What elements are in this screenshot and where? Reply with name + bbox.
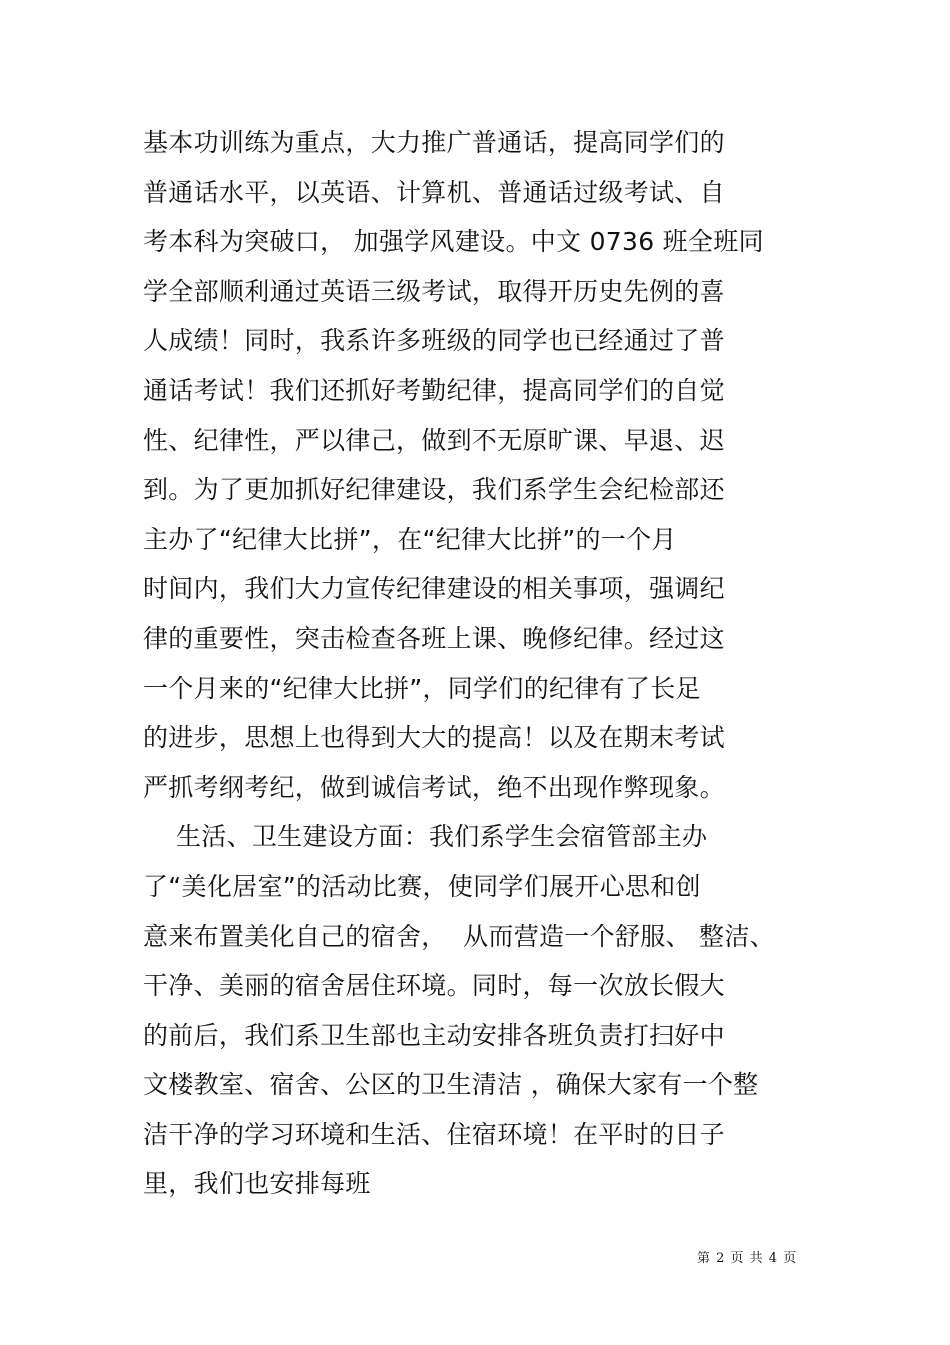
text-line: 干净、美丽的宿舍居住环境。同时，每一次放长假大 [143,971,725,1001]
text-line: 主办了“纪律大比拼”，在“纪律大比拼”的一个月 [143,524,677,554]
text-line: 性、纪律性，严以律己，做到不无原旷课、早退、迟 [143,425,725,455]
text-line: 到。为了更加抓好纪律建设，我们系学生会纪检部还 [143,475,725,505]
text-line: 严抓考纲考纪，做到诚信考试，绝不出现作弊现象。 [143,772,725,802]
text-line: 通话考试！我们还抓好考勤纪律，提高同学们的自觉 [143,375,725,405]
text-line: 一个月来的“纪律大比拼”，同学们的纪律有了长足 [143,673,701,703]
text-line: 律的重要性，突击检查各班上课、晚修纪律。经过这 [143,623,725,653]
text-line: 生活、卫生建设方面：我们系学生会宿管部主办 [143,822,708,852]
body-text [143,118,823,1209]
text-line: 文楼教室、宿舍、公区的卫生清洁 ，确保大家有一个整 [143,1070,759,1100]
text-line: 考本科为突破口， 加强学风建设。中文 0736 班全班同 [143,227,764,257]
text-line: 人成绩！同时，我系许多班级的同学也已经通过了普 [143,326,725,356]
text-line: 的进步，思想上也得到大大的提高！以及在期末考试 [143,723,725,753]
text-line: 里，我们也安排每班 [143,1169,371,1199]
page-number-footer: 第 2 页 共 4 页 [697,1251,798,1266]
text-line: 普通话水平，以英语、计算机、普通话过级考试、自 [143,177,725,207]
text-line: 的前后，我们系卫生部也主动安排各班负责打扫好中 [143,1020,725,1050]
text-line: 洁干净的学习环境和生活、住宿环境！在平时的日子 [143,1119,725,1149]
text-line: 意来布置美化自己的宿舍， 从而营造一个舒服、 整洁、 [143,921,775,951]
text-line: 学全部顺利通过英语三级考试，取得开历史先例的喜 [143,276,725,306]
text-line: 基本功训练为重点，大力推广普通话，提高同学们的 [143,128,725,157]
text-line: 时间内，我们大力宣传纪律建设的相关事项，强调纪 [143,574,725,604]
text-line: 了“美化居室”的活动比赛，使同学们展开心思和创 [143,871,701,901]
